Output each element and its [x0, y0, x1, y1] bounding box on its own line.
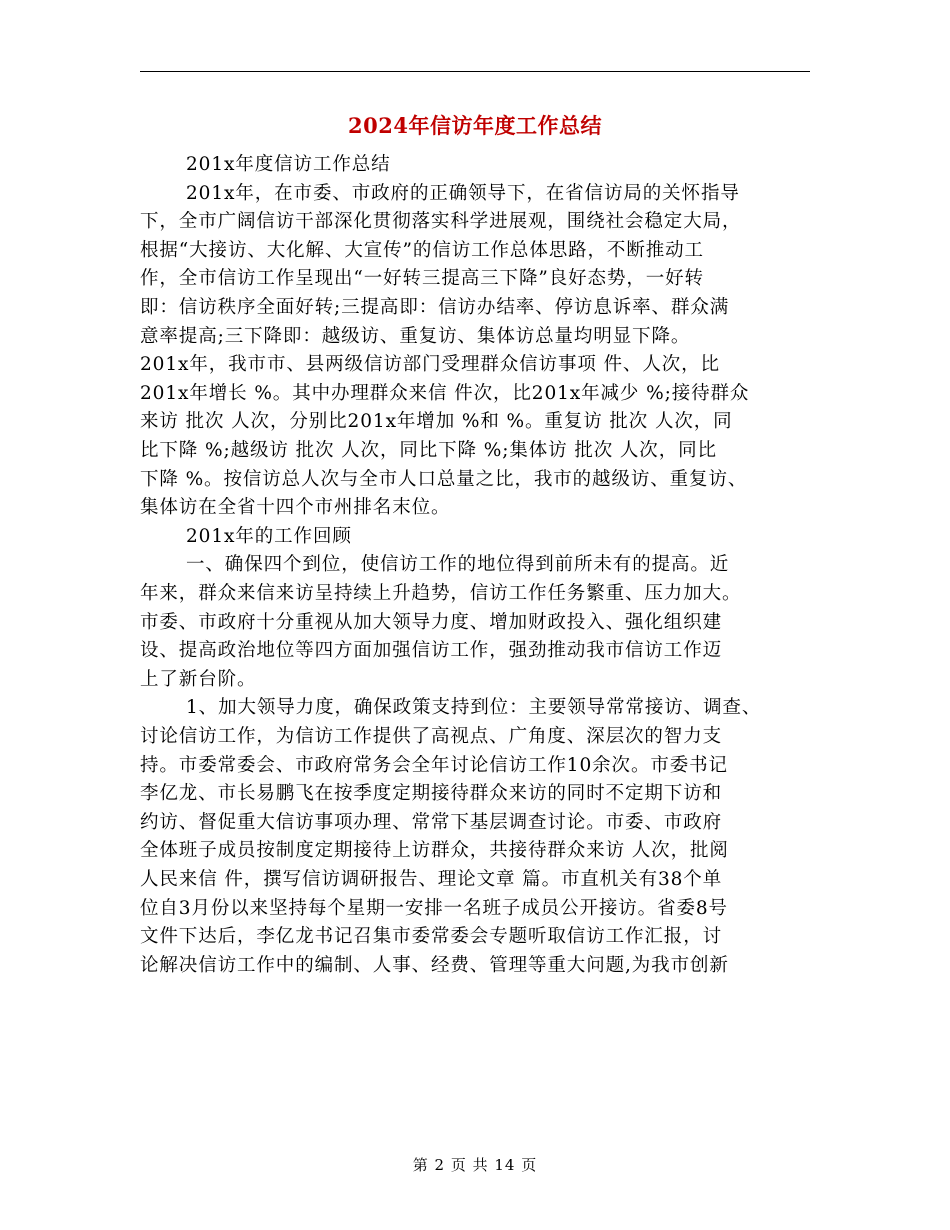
text-line: 201x年，在市委、市政府的正确领导下，在省信访局的关怀指导: [186, 182, 740, 204]
text-line: 持。市委常委会、市政府常务会全年讨论信访工作10余次。市委书记: [140, 754, 728, 776]
text-line: 位自3月份以来坚持每个星期一安排一名班子成员公开接访。省委8号: [140, 897, 728, 919]
text-line: 论解决信访工作中的编制、人事、经费、管理等重大问题,为我市创新: [140, 954, 729, 976]
text-line: 201x年的工作回顾: [186, 525, 352, 547]
page-footer: 第 2 页 共 14 页: [412, 1156, 538, 1174]
text-line: 1、加大领导力度，确保政策支持到位：主要领导常常接访、调查、: [186, 697, 762, 719]
text-line: 集体访在全省十四个市州排名末位。: [140, 497, 451, 519]
text-line: 文件下达后，李亿龙书记召集市委常委会专题听取信访工作汇报，讨: [140, 926, 723, 948]
text-line: 设、提高政治地位等四方面加强信访工作，强劲推动我市信访工作迈: [140, 640, 723, 662]
text-line: 201x年，我市市、县两级信访部门受理群众信访事项 件、人次，比: [140, 354, 720, 376]
text-line: 市委、市政府十分重视从加大领导力度、增加财政投入、强化组织建: [140, 611, 723, 633]
text-line: 作，全市信访工作呈现出“一好转三提高三下降”良好态势，一好转: [140, 268, 704, 290]
text-line: 下，全市广阔信访干部深化贯彻落实科学进展观，围绕社会稳定大局，: [140, 211, 742, 233]
text-line: 比下降 %;越级访 批次 人次，同比下降 %;集体访 批次 人次，同比: [140, 440, 717, 461]
text-line: 201x年度信访工作总结: [186, 154, 391, 175]
text-line: 一、确保四个到位，使信访工作的地位得到前所未有的提高。近: [186, 554, 730, 576]
text-line: 人民来信 件，撰写信访调研报告、理论文章 篇。市直机关有38个单: [140, 869, 723, 890]
text-line: 下降 %。按信访总人次与全市人口总量之比，我市的越级访、重复访、: [140, 468, 748, 490]
text-line: 全体班子成员按制度定期接待上访群众，共接待群众来访 人次，批阅: [140, 840, 729, 862]
text-line: 李亿龙、市长易鹏飞在按季度定期接待群众来访的同时不定期下访和: [140, 783, 723, 805]
text-line: 约访、督促重大信访事项办理、常常下基层调查讨论。市委、市政府: [140, 811, 723, 833]
text-line: 意率提高;三下降即：越级访、重复访、集体访总量均明显下降。: [140, 325, 691, 347]
text-line: 根据“大接访、大化解、大宣传”的信访工作总体思路，不断推动工: [140, 239, 704, 261]
text-line: 讨论信访工作，为信访工作提供了高视点、广角度、深层次的智力支: [140, 726, 723, 747]
text-line: 即：信访秩序全面好转;三提高即：信访办结率、停访息诉率、群众满: [140, 297, 730, 318]
document-title: 2024年信访年度工作总结: [348, 113, 602, 138]
text-line: 年来，群众来信来访呈持续上升趋势，信访工作任务繁重、压力加大。: [140, 583, 742, 604]
header-rule: [140, 71, 810, 72]
text-line: 201x年增长 %。其中办理群众来信 件次，比201x年减少 %;接待群众: [140, 382, 750, 404]
text-line: 来访 批次 人次，分别比201x年增加 %和 %。重复访 批次 人次，同: [140, 411, 733, 433]
text-line: 上了新台阶。: [140, 668, 257, 690]
